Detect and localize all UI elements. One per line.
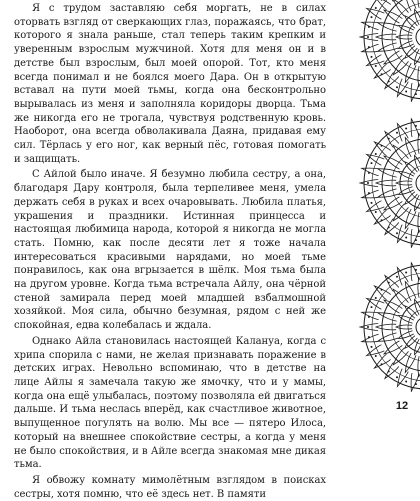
text-column (14, 2, 326, 501)
paragraph-1: Я с трудом заставляю себя моргать, не в силах оторвать взгляд от сверкающих глаз, поражаясь, что брат, которого я знала раньше, стал теперь таким крепким и уверенным взрослым мужчиной. Хотя для меня он и в детстве был взрослым, был моей опорой. Тот, кто меня всегда понимал и не боялся моего Дара. Он в открытую вставал на пути моей тьмы, когда она бесконтрольно вырывалась из меня и заполняла коридоры дворца. Тьма же никогда его не трогала, чувствуя родственную кровь. Наоборот, она всегда обволакивала Даяна, придавая ему сил. Тёрлась у его ног, как верный пёс, готовая помогать и защищать. (14, 3, 326, 165)
mandala-ornament-icon (336, 0, 420, 102)
paragraph-4: Я обвожу комнату мимолётным взглядом в поисках сестры, хотя помню, что её здесь нет. В памяти (14, 474, 326, 500)
mandala-ornament-icon (336, 262, 420, 392)
paragraph-3: Однако Айла становилась настоящей Калануа, когда с хрипа спорила с нами, не желая признавать поражение в детских играх. Невольно вспоминаю, что в детстве на лице Айлы я замечала такую же ямочку, что и у мамы, когда она ещё улыбалась, поэтому позволяла ей двигаться дальше. И тьма неслась вперёд, как счастливое животное, выпущенное погулять на волю. Мы все — пятеро Илоса, который на внешнее спокойствие сестры, а когда у меня не было спокойствия, и в Айле всегда знакомая мне дикая тьма. (14, 335, 326, 471)
mandala-ornament-icon (336, 118, 420, 248)
page-number: 12 (395, 400, 409, 412)
paragraph-2: С Айлой было иначе. Я безумно любила сестру, а она, благодаря Дару контроля, была терпеливее меня, умела держать себя в руках и всех очаровывать. Любила платья, украшения и праздники. Истинная принцесса и настоящая любимица народа, которой я никогда не могла стать. Помню, как после десяти лет я тоже начала интересоваться красивыми нарядами, но моей тьме понравилось, как она вгрызается в шёлк. Моя тьма была на другом уровне. Когда тьма встречала Айлу, она чёрной стеной замирала перед моей младшей взбалмошной хозяйкой. Моя сила, обычно безумная, рядом с ней же спокойная, едва колебалась и ждала. (14, 169, 326, 332)
